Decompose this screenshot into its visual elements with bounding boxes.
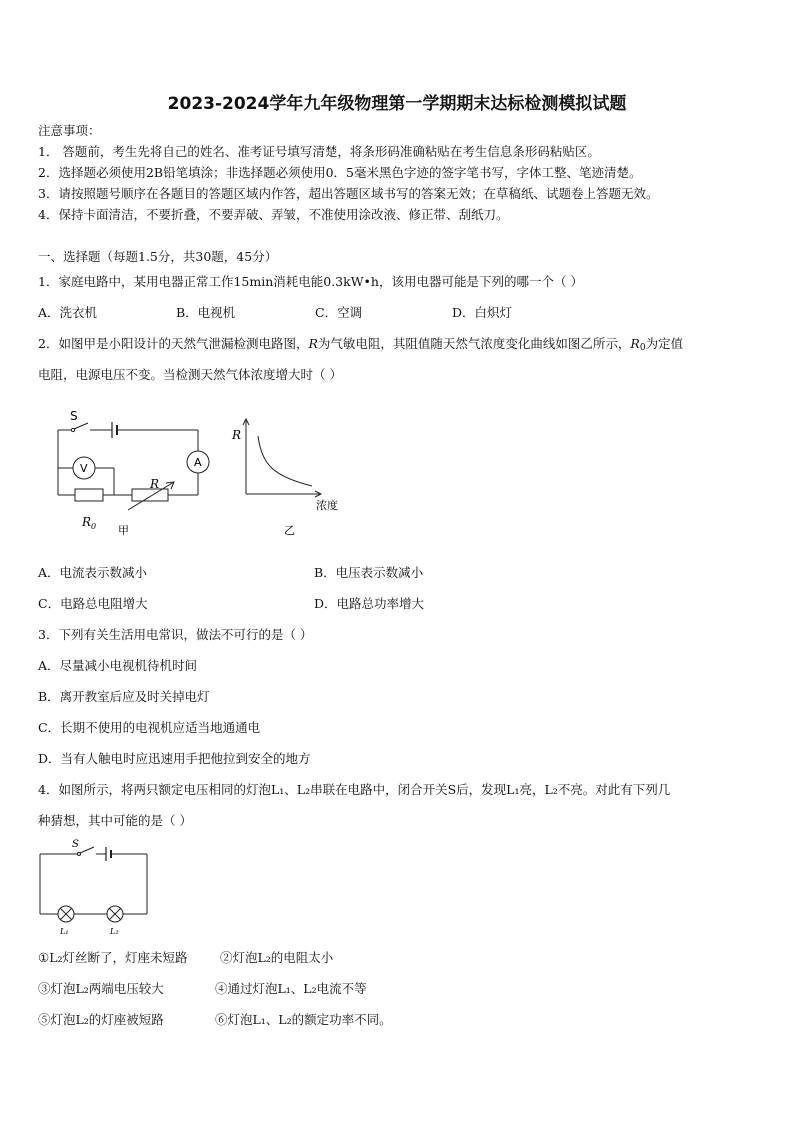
q2-symbol-r0-sub: 0 bbox=[639, 343, 646, 353]
q3-option-b: B．离开教室后应及时关掉电灯 bbox=[38, 689, 210, 704]
q4-guess-3: ③灯泡L₂两端电压较大 bbox=[38, 981, 164, 996]
note-item-2: 2．选择题必须使用2B铅笔填涂；非选择题必须使用0．5毫米黑色字迹的签字笔书写，字体工整、笔迹清楚。 bbox=[38, 165, 642, 180]
question-2-stem bbox=[38, 334, 683, 353]
question-3-stem: 3．下列有关生活用电常识，做法不可行的是（ ） bbox=[38, 627, 313, 642]
note-item-1: 1． 答题前，考生先将自己的姓名、准考证号填写清楚，将条形码准确粘贴在考生信息条形码粘贴区。 bbox=[38, 144, 600, 159]
q3-option-a: A．尽量减小电视机待机时间 bbox=[38, 658, 198, 673]
q2-option-c: C．电路总电阻增大 bbox=[38, 596, 148, 611]
q2-voltmeter-label: V bbox=[80, 462, 88, 475]
note-item-3: 3．请按照题号顺序在各题目的答题区域内作答，超出答题区域书写的答案无效；在草稿纸、试题卷上答题无效。 bbox=[38, 186, 659, 201]
q2-option-a: A．电流表示数减小 bbox=[38, 565, 148, 580]
q1-option-a: A．洗衣机 bbox=[38, 305, 98, 320]
q2-symbol-r0: R bbox=[630, 336, 640, 351]
q2-resistor-label: $R_0$ bbox=[82, 515, 97, 531]
q2-circuit-diagram bbox=[48, 404, 223, 539]
q4-lamp2-label: L₂ bbox=[110, 927, 119, 936]
q4-guess-5: ⑤灯泡L₂的灯座被短路 bbox=[38, 1012, 164, 1027]
q2-stem-part-c: 为定值 bbox=[645, 336, 684, 351]
section-heading: 一、选择题（每题1.5分，共30题，45分） bbox=[38, 249, 278, 264]
q4-lamp1-label: L₁ bbox=[60, 927, 69, 936]
q2-figure-jia-label: 甲 bbox=[118, 524, 129, 537]
q4-guess-1: ①L₂灯丝断了，灯座未短路 bbox=[38, 950, 188, 965]
q4-guess-4: ④通过灯泡L₁、L₂电流不等 bbox=[215, 981, 367, 996]
q2-ammeter-label: A bbox=[194, 456, 202, 469]
q3-option-c: C．长期不使用的电视机应适当地通通电 bbox=[38, 720, 261, 735]
q2-figure-yi-label: 乙 bbox=[284, 524, 295, 537]
q1-option-d: D．白炽灯 bbox=[452, 305, 513, 320]
q1-option-b: B．电视机 bbox=[176, 305, 236, 320]
q4-guess-6: ⑥灯泡L₁、L₂的额定功率不同。 bbox=[215, 1012, 392, 1027]
q3-option-d: D．当有人触电时应迅速用手把他拉到安全的地方 bbox=[38, 751, 311, 766]
q2-option-d: D．电路总功率增大 bbox=[314, 596, 425, 611]
q2-graph-x-label: 浓度 bbox=[316, 499, 338, 512]
q2-symbol-r: R bbox=[308, 336, 318, 351]
q4-guess-2: ②灯泡L₂的电阻太小 bbox=[220, 950, 334, 965]
question-4-stem-line2: 种猜想，其中可能的是（ ） bbox=[38, 813, 192, 828]
q2-option-b: B．电压表示数减小 bbox=[314, 565, 424, 580]
q2-switch-label: S bbox=[70, 409, 78, 423]
question-2-stem-line2: 电阻，电源电压不变。当检测天然气体浓度增大时（ ） bbox=[38, 367, 342, 382]
q4-switch-label: S bbox=[72, 839, 79, 850]
notes-heading: 注意事项： bbox=[38, 123, 101, 138]
q1-option-c: C．空调 bbox=[315, 305, 363, 320]
question-4-stem: 4．如图所示，将两只额定电压相同的灯泡L₁、L₂串联在电路中，闭合开关S后，发现L₁亮，L₂不亮。对此有下列几 bbox=[38, 782, 671, 797]
q2-rheostat-label: R bbox=[150, 477, 160, 491]
page-title: 2023-2024学年九年级物理第一学期期末达标检测模拟试题 bbox=[167, 94, 627, 114]
note-item-4: 4．保持卡面清洁，不要折叠，不要弄破、弄皱，不准使用涂改液、修正带、刮纸刀。 bbox=[38, 207, 509, 222]
question-1-stem: 1．家庭电路中，某用电器正常工作15min消耗电能0.3kW•h，该用电器可能是下列的哪一个（ ） bbox=[38, 274, 583, 289]
q2-resistance-graph bbox=[228, 416, 348, 539]
q2-graph-y-label: R bbox=[232, 428, 242, 442]
q2-stem-part-a: 2．如图甲是小阳设计的天然气泄漏检测电路图， bbox=[38, 336, 309, 351]
q4-circuit-diagram bbox=[34, 838, 159, 938]
q2-stem-part-b: 为气敏电阻，其阻值随天然气浓度变化曲线如图乙所示， bbox=[317, 336, 631, 351]
